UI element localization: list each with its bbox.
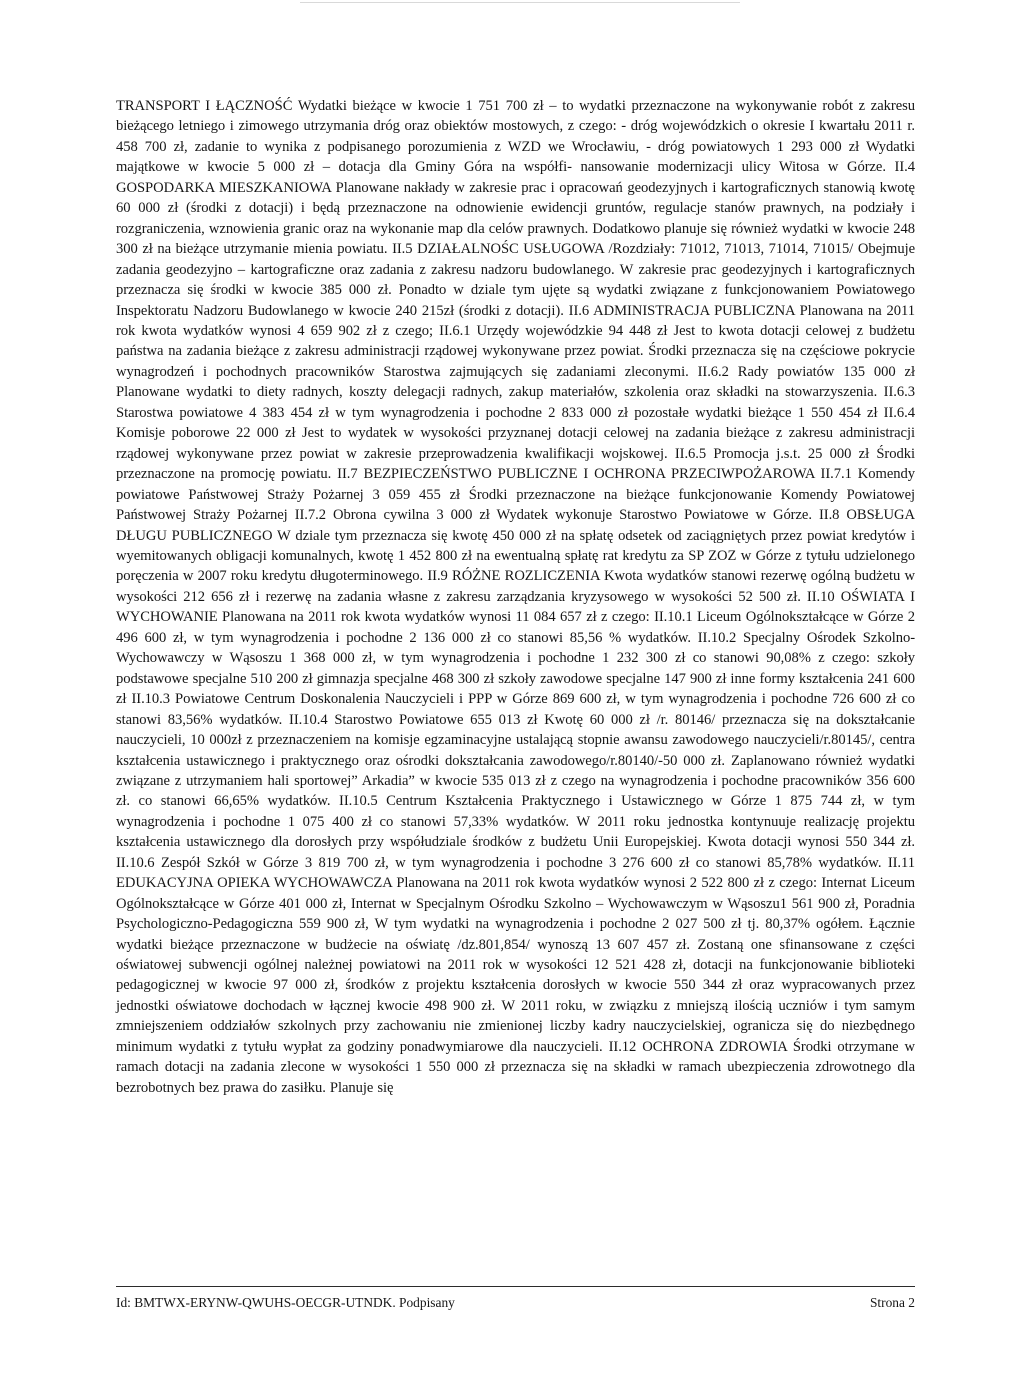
page-footer [116, 1286, 915, 1313]
document-body-text: TRANSPORT I ŁĄCZNOŚĆ Wydatki bieżące w kwocie 1 751 700 zł – to wydatki przeznaczone na wykonywanie robót z zakresu bieżącego letniego i zimowego utrzymania dróg oraz obiektów mostowych, z czego: - dróg wojewódzkich o okresie I kwartału 2011 r. 458 700 zł, zadanie to wynika z podpisanego porozumienia z WZD we Wrocławiu, - dróg powiatowych 1 293 000 zł Wydatki majątkowe w kwocie 5 000 zł – dotacja dla Gminy Góra na współfi- nansowanie modernizacji ulicy Witosa w Górze. II.4 GOSPODARKA MIESZKANIOWA Planowane nakłady w zakresie prac i opracowań geodezyjnych i kartograficznych stanowią kwotę 60 000 zł (środki z dotacji) i będą przeznaczone na odnowienie ewidencji gruntów, regulacje stanów prawnych, na podziały i rozgraniczenia, wznowienia granic oraz na wykonanie map dla celów prawnych. Dodatkowo planuje się również wydatki w kwocie 248 300 zł na bieżące utrzymanie mienia powiatu. II.5 DZIAŁALNOŚC USŁUGOWA /Rozdziały: 71012, 71013, 71014, 71015/ Obejmuje zadania geodezyjno – kartograficzne oraz zadania z zakresu nadzoru budowlanego. W zakresie prac geodezyjnych i kartograficznych przeznacza się środki w kwocie 385 000 zł. Ponadto w dziale tym ujęte są wydatki związane z funkcjonowaniem Powiatowego Inspektoratu Nadzoru Budowlanego w kwocie 240 215zł (środki z dotacji). II.6 ADMINISTRACJA PUBLICZNA Planowana na 2011 rok kwota wydatków wynosi 4 659 902 zł z czego; II.6.1 Urzędy wojewódzkie 94 448 zł Jest to kwota dotacji celowej z budżetu państwa na zadania bieżące z zakresu administracji rządowej wykonywane przez powiat. Środki przeznacza się na częściowe pokrycie wynagrodzeń i pochodnych pracowników Starostwa zajmujących się zadaniami zleconymi. II.6.2 Rady powiatów 135 000 zł Planowane wydatki to diety radnych, koszty delegacji radnych, zakup materiałów, szkolenia oraz składki na stowarzyszenia. II.6.3 Starostwa powiatowe 4 383 454 zł w tym wynagrodzenia i pochodne 2 833 000 zł pozostałe wydatki bieżące 1 550 454 zł II.6.4 Komisje poborowe 22 000 zł Jest to wydatek w wysokości przyznanej dotacji celowej na zadania bieżące z zakresu administracji rządowej wykonywane przez powiat w zakresie przeprowadzenia kwalifikacji wojskowej. II.6.5 Promocja j.s.t. 25 000 zł Środki przeznaczone na promocję powiatu. II.7 BEZPIECZEŃSTWO PUBLICZNE I OCHRONA PRZECIWPOŻAROWA II.7.1 Komendy powiatowe Państwowej Straży Pożarnej 3 059 455 zł Środki przeznaczone na bieżące funkcjonowanie Komendy Powiatowej Państwowej Straży Pożarnej II.7.2 Obrona cywilna 3 000 zł Wydatek wykonuje Starostwo Powiatowe w Górze. II.8 OBSŁUGA DŁUGU PUBLICZNEGO W dziale tym przeznacza się kwotę 450 000 zł na spłatę odsetek od zaciągniętych przez powiat kredytów i wyemitowanych obligacji komunalnych, kwotę 1 452 800 zł na ewentualną spłatę rat kredytu za SP ZOZ w Górze z tytułu udzielonego poręczenia w 2007 roku kredytu długoterminowego. II.9 RÓŻNE ROZLICZENIA Kwota wydatków stanowi rezerwę ogólną budżetu w wysokości 212 656 zł i rezerwę na zadania własne z zakresu zarządzania kryzysowego w wysokości 52 500 zł. II.10 OŚWIATA I WYCHOWANIE Planowana na 2011 rok kwota wydatków wynosi 11 084 657 zł z czego: II.10.1 Liceum Ogólnokształcące w Górze 2 496 600 zł, w tym wynagrodzenia i pochodne 2 136 000 zł co stanowi 85,56 % wydatków. II.10.2 Specjalny Ośrodek Szkolno-Wychowawczy w Wąsoszu 1 368 000 zł, w tym wynagrodzenia i pochodne 1 232 300 zł co stanowi 90,08% z czego: szkoły podstawowe specjalne 510 200 zł gimnazja specjalne 468 300 zł szkoły zawodowe specjalne 147 900 zł inne formy kształcenia 241 600 zł II.10.3 Powiatowe Centrum Doskonalenia Nauczycieli i PPP w Górze 869 600 zł, w tym wynagrodzenia i pochodne 726 600 zł co stanowi 83,56% wydatków. II.10.4 Starostwo Powiatowe 655 013 zł Kwotę 60 000 zł /r. 80146/ przeznacza się na dokształcanie nauczycieli, 10 000zł z przeznaczeniem na komisje egzaminacyjne ustalającą stopnie awansu zawodowego nauczycieli/r.80145/, centra kształcenia ustawicznego i praktycznego oraz ośrodki dokształcania zawodowego/r.80140/-50 000 zł. Zaplanowano również wydatki związane z utrzymaniem hali sportowej” Arkadia” w kwocie 535 013 zł z czego na wynagrodzenia i pochodne pracowników 356 600 zł. co stanowi 66,65% wydatków. II.10.5 Centrum Kształcenia Praktycznego i Ustawicznego w Górze 1 875 744 zł, w tym wynagrodzenia i pochodne 1 075 400 zł co stanowi 57,33% wydatków. W 2011 roku jednostka kontynuuje realizację projektu kształcenia ustawicznego dla dorosłych przy współudziale środków z budżetu Unii Europejskiej. Kwota dotacji wynosi 550 344 zł. II.10.6 Zespół Szkół w Górze 3 819 700 zł, w tym wynagrodzenia i pochodne 3 276 600 zł co stanowi 85,78% wydatków. II.11 EDUKACYJNA OPIEKA WYCHOWAWCZA Planowana na 2011 rok kwota wydatków wynosi 2 522 800 zł z czego: Internat Liceum Ogólnokształcące w Górze 401 000 zł, Internat w Specjalnym Ośrodku Szkolno – Wychowawczym w Wąsoszu1 561 900 zł, Poradnia Psychologiczno-Pedagogiczna 559 900 zł, W tym wydatki na wynagrodzenia i pochodne 2 027 500 zł tj. 80,37% ogółem. Łącznie wydatki bieżące przeznaczone w budżecie na oświatę /dz.801,854/ wynoszą 13 607 457 zł. Zostaną one sfinansowane z części oświatowej subwencji ogólnej należnej powiatowi na 2011 rok w wysokości 12 521 428 zł, dotacji na funkcjonowanie biblioteki pedagogicznej w kwocie 97 000 zł, środków z projektu kształcenia dorosłych w kwocie 550 344 zł oraz wypracowanych przez jednostki oświatowe dochodach w łącznej kwocie 498 900 zł. W 2011 roku, w związku z mniejszą ilością uczniów i tym samym zmniejszeniem oddziałów szkolnych przy zachowaniu nie zmienionej liczby kadry nauczycielskiej, ogranicza się do niezbędnego minimum wydatki z tytułu wypłat za godziny ponadwymiarowe dla nauczycieli. II.12 OCHRONA ZDROWIA Środki otrzymane w ramach dotacji na zadania zlecone w wysokości 1 550 000 zł przeznacza się na składki w ramach ubezpieczenia zdrowotnego dla bezrobotnych bez prawa do zasiłku. Planuje się [116, 98, 915, 1096]
footer-page-number: Strona 2 [869, 1295, 915, 1310]
scan-edge-line [300, 2, 740, 3]
footer-document-id: Id: BMTWX-ERYNW-QWUHS-OECGR-UTNDK. Podpisany [116, 1295, 455, 1310]
